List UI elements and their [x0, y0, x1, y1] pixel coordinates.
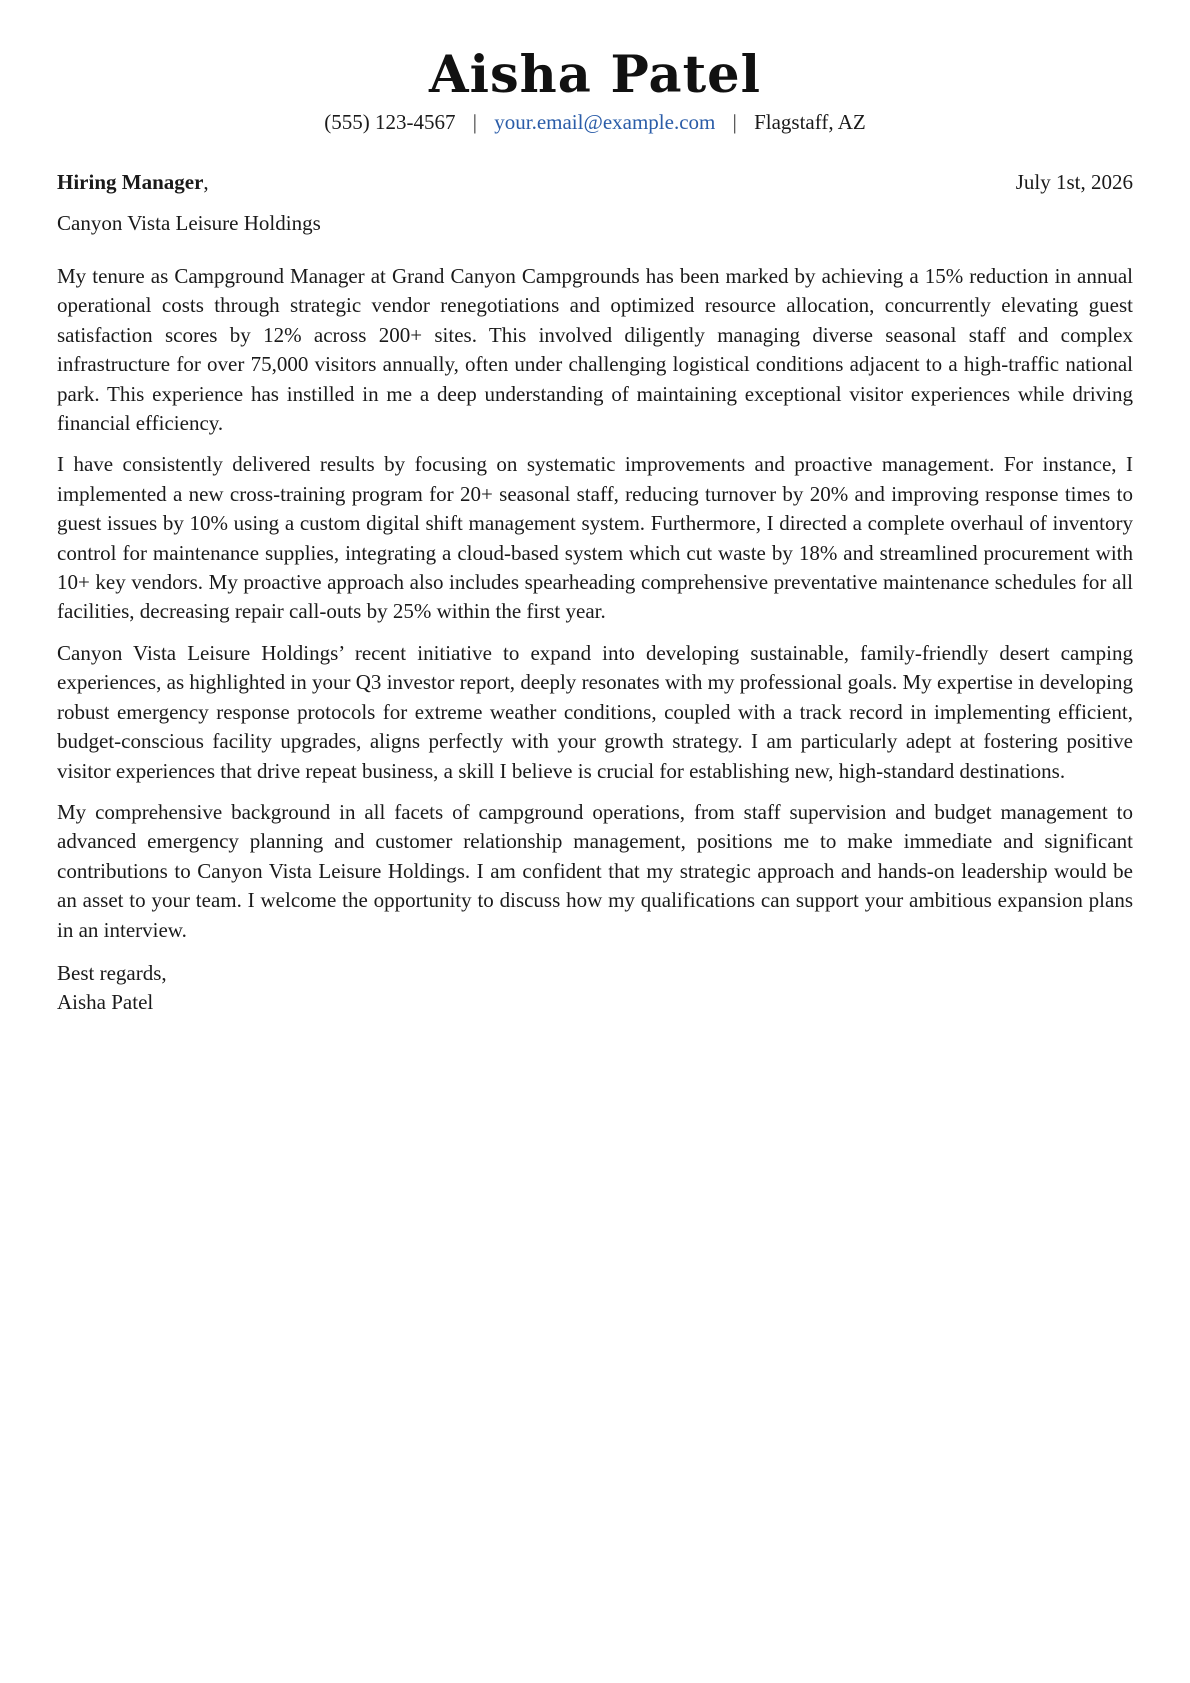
applicant-name: Aisha Patel	[429, 45, 761, 105]
email-link[interactable]: your.email@example.com	[494, 110, 716, 134]
body-paragraph: My comprehensive background in all facets of campground operations, from staff supervision and budget management to advanced emergency planning and customer relationship management, positions me to make immediate and significant contributions to Canyon Vista Leisure Holdings. I am confident that my strategic approach and hands-on leadership would be an asset to your team. I welcome the opportunity to discuss how my qualifications can support your ambitious expansion plans in an interview.	[57, 799, 1133, 942]
recipient-row	[57, 168, 1133, 196]
contact-separator: |	[732, 110, 737, 134]
contact-separator: |	[472, 110, 477, 134]
salutation-name: Hiring Manager	[57, 170, 204, 194]
salutation	[57, 168, 209, 196]
signature: Aisha Patel	[57, 989, 154, 1014]
phone-number: (555) 123-4567	[324, 110, 456, 134]
letter-date: July 1st, 2026	[1015, 170, 1133, 194]
body-paragraph: Canyon Vista Leisure Holdings’ recent initiative to expand into developing sustainable, family-friendly desert camping experiences, as highlighted in your Q3 investor report, deeply resonates with my professional goals. My expertise in developing robust emergency response protocols for extreme weather conditions, coupled with a track record in implementing efficient, budget-conscious facility upgrades, aligns perfectly with your growth strategy. I am particularly adept at fostering positive visitor experiences that drive repeat business, a skill I believe is crucial for establishing new, high-standard destinations.	[57, 640, 1133, 783]
signoff: Best regards,	[57, 960, 167, 985]
location: Flagstaff, AZ	[754, 110, 866, 134]
contact-line	[57, 108, 1133, 136]
recipient-company: Canyon Vista Leisure Holdings	[57, 211, 321, 235]
closing-block	[57, 959, 1133, 1017]
body-paragraph: My tenure as Campground Manager at Grand Canyon Campgrounds has been marked by achieving a 15% reduction in annual operational costs through strategic vendor renegotiations and optimized resource allocation, concurrently elevating guest satisfaction scores by 12% across 200+ sites. This involved diligently managing diverse seasonal staff and complex infrastructure for over 75,000 visitors annually, often under challenging logistical conditions adjacent to a high-traffic national park. This experience has instilled in me a deep understanding of maintaining exceptional visitor experiences while driving financial efficiency.	[57, 264, 1133, 436]
body-paragraph: I have consistently delivered results by focusing on systematic improvements and proactive management. For instance, I implemented a new cross-training program for 20+ seasonal staff, reducing turnover by 20% and improving response times to guest issues by 10% using a custom digital shift management system. Furthermore, I directed a complete overhaul of inventory control for maintenance supplies, integrating a cloud-based system which cut waste by 18% and streamlined procurement with 10+ key vendors. My proactive approach also includes spearheading comprehensive preventative maintenance schedules for all facilities, decreasing repair call-outs by 25% within the first year.	[57, 452, 1133, 624]
salutation-suffix: ,	[203, 170, 209, 194]
letter-body	[57, 262, 1133, 945]
